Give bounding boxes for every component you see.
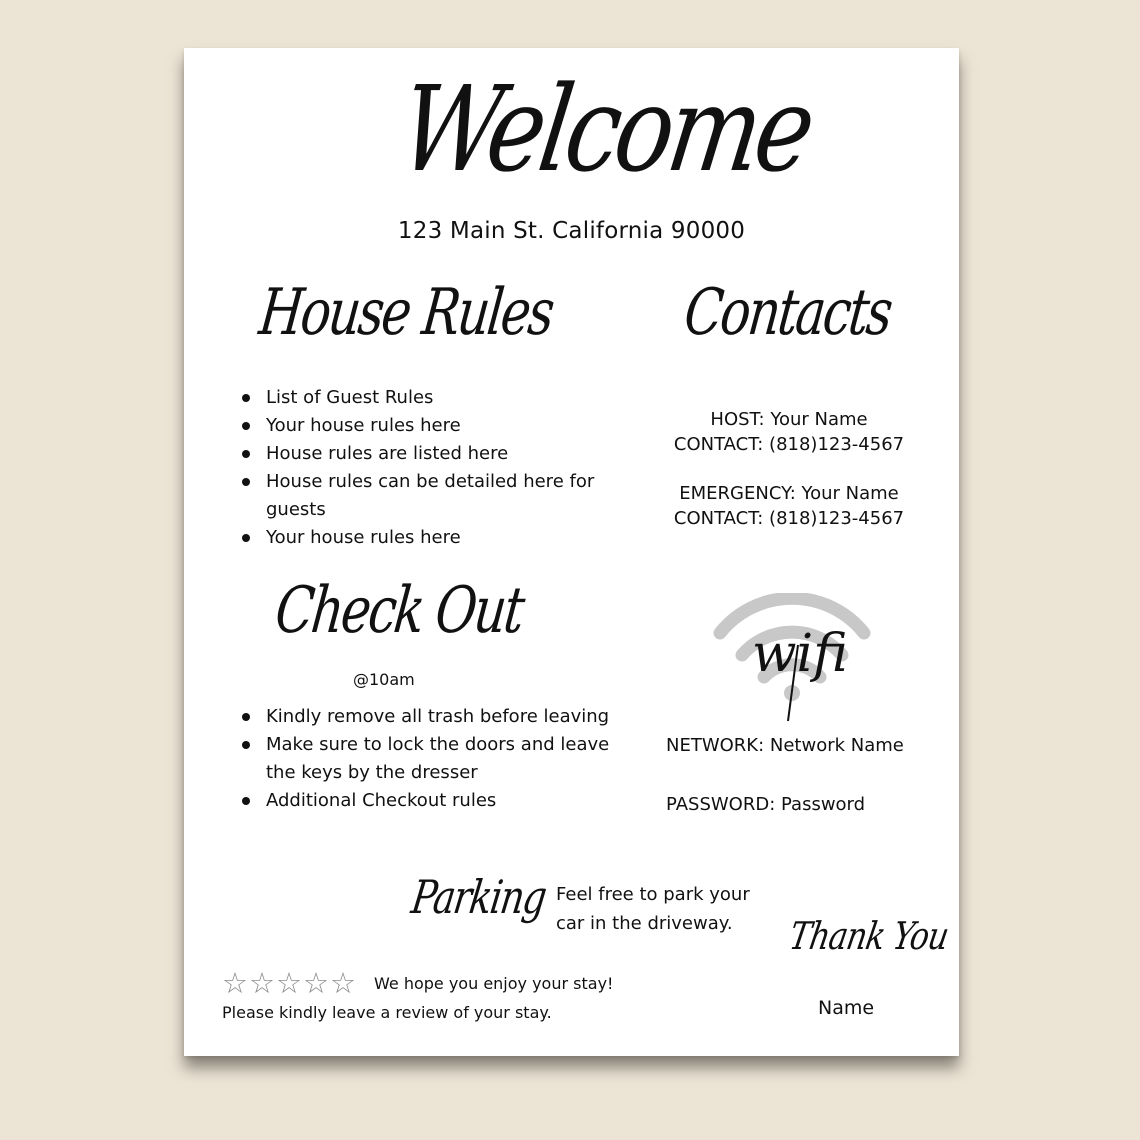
address: 123 Main St. California 90000 [397,218,746,244]
star-icon: ☆ [249,966,275,1000]
network-name: NETWORK: Network Name [666,735,904,756]
review-stars [222,968,356,998]
checkout-list [242,703,612,815]
host-contact [624,407,954,457]
wifi-heading: wifi [752,624,848,684]
list-item: House rules can be detailed here for guests [242,468,602,524]
emergency-contact [624,481,954,531]
house-rules-list [242,384,602,552]
parking-text: Feel free to park your car in the driveway. [556,884,750,934]
wifi-icon [712,593,872,723]
host-phone: CONTACT: (818)123-4567 [673,434,905,455]
emergency-line: EMERGENCY: Your Name [679,483,899,504]
welcome-sheet [184,48,959,1056]
list-item: Your house rules here [242,524,602,552]
house-rules-heading: House Rules [255,276,556,350]
checkout-heading: Check Out [271,574,527,648]
star-icon: ☆ [222,966,248,1000]
enjoy-message: We hope you enjoy your stay! [374,974,614,993]
star-icon: ☆ [276,966,302,1000]
list-item: Make sure to lock the doors and leave the keys by the dresser [242,731,612,787]
contacts-heading: Contacts [680,276,895,350]
list-item: Additional Checkout rules [242,787,612,815]
emergency-phone: CONTACT: (818)123-4567 [673,508,905,529]
host-line: HOST: Your Name [710,409,868,430]
parking-heading: Parking [408,870,549,924]
list-item: List of Guest Rules [242,384,602,412]
checkout-time: @10am [353,670,415,689]
list-item: House rules are listed here [242,440,602,468]
welcome-title: Welcome [392,60,819,198]
list-item: Kindly remove all trash before leaving [242,703,612,731]
list-item: Your house rules here [242,412,602,440]
wifi-password: PASSWORD: Password [666,794,866,815]
star-icon: ☆ [330,966,356,1000]
thank-you-heading: Thank You [786,914,952,958]
review-prompt: Please kindly leave a review of your stay. [222,1003,552,1022]
star-icon: ☆ [303,966,329,1000]
signature-name: Name [818,997,875,1019]
